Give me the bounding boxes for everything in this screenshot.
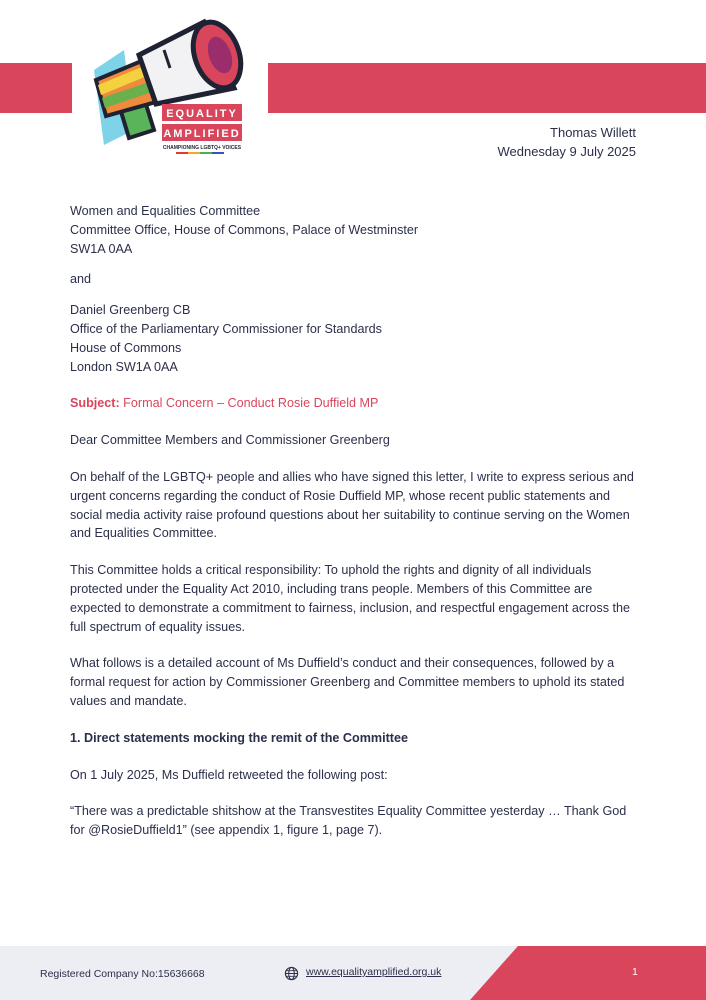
- recipient1-line3: SW1A 0AA: [70, 241, 133, 256]
- rainbow-bar-blue: [212, 152, 224, 154]
- recipient2-line2: Office of the Parliamentary Commissioner for Standards: [70, 321, 382, 336]
- sender-name: Thomas Willett: [550, 125, 636, 140]
- quoted-post: “There was a predictable shitshow at the Transvestites Equality Committee yesterday … Thank God for @RosieDuffield1” (see appendix 1, figure 1, page 7).: [70, 804, 627, 838]
- page-footer: [0, 946, 706, 1000]
- page-number: 1: [632, 966, 638, 978]
- recipient2-line4: London SW1A 0AA: [70, 359, 178, 374]
- header-band-right: [268, 63, 706, 113]
- paragraph-2: This Committee holds a critical responsibility: To uphold the rights and dignity of all individuals protected under the Equality Act 2010, including trans people. Members of this Committee are expected to demonstrate a commitment to fairness, inclusion, and respectful engagement across the full spectrum of equality issues.: [70, 563, 631, 634]
- letter-body: [70, 202, 640, 840]
- salutation: Dear Committee Members and Commissioner Greenberg: [70, 433, 390, 448]
- header-band-left: [0, 63, 72, 113]
- rainbow-bar-orange: [188, 152, 200, 154]
- paragraph-1: On behalf of the LGBTQ+ people and allies who have signed this letter, I write to express serious and urgent concerns regarding the conduct of Rosie Duffield MP, whose recent public statements and social media activity raise profound questions about her suitability to continue serving on the Women and Equalities Committee.: [70, 469, 634, 541]
- globe-icon: [284, 966, 299, 981]
- subject-line: [70, 394, 640, 413]
- company-number: Registered Company No:15636668: [40, 968, 205, 980]
- letter-date: Wednesday 9 July 2025: [497, 144, 636, 159]
- equality-amplified-logo: [84, 10, 254, 160]
- brand-tagline: CHAMPIONING LGBTQ+ VOICES: [162, 145, 242, 151]
- recipient2-line3: House of Commons: [70, 340, 182, 355]
- recipient-address-1: [70, 202, 640, 258]
- paragraph-4: On 1 July 2025, Ms Duffield retweeted the following post:: [70, 767, 388, 782]
- brand-line1: EQUALITY: [166, 108, 238, 120]
- subject-text: Formal Concern – Conduct Rosie Duffield MP: [119, 396, 379, 411]
- section-heading-1: 1. Direct statements mocking the remit of the Committee: [70, 730, 409, 745]
- paragraph-3: What follows is a detailed account of Ms Duffield’s conduct and their consequences, followed by a formal request for action by Commissioner Greenberg and Committee members to uphold its stated values and mandate.: [70, 656, 625, 708]
- rainbow-bar-red: [176, 152, 188, 154]
- rainbow-bar-green: [200, 152, 212, 154]
- sender-block: [497, 123, 636, 161]
- website-link[interactable]: www.equalityamplified.org.uk: [306, 966, 442, 978]
- subject-label: Subject:: [70, 396, 120, 411]
- recipient1-line2: Committee Office, House of Commons, Palace of Westminster: [70, 222, 419, 237]
- brand-line2: AMPLIFIED: [163, 128, 241, 140]
- conjunction-text: and: [70, 272, 92, 287]
- recipient-address-2: [70, 301, 640, 376]
- recipient1-line1: Women and Equalities Committee: [70, 204, 261, 218]
- recipient2-line1: Daniel Greenberg CB: [70, 303, 191, 318]
- footer-accent-shape: [470, 946, 706, 1000]
